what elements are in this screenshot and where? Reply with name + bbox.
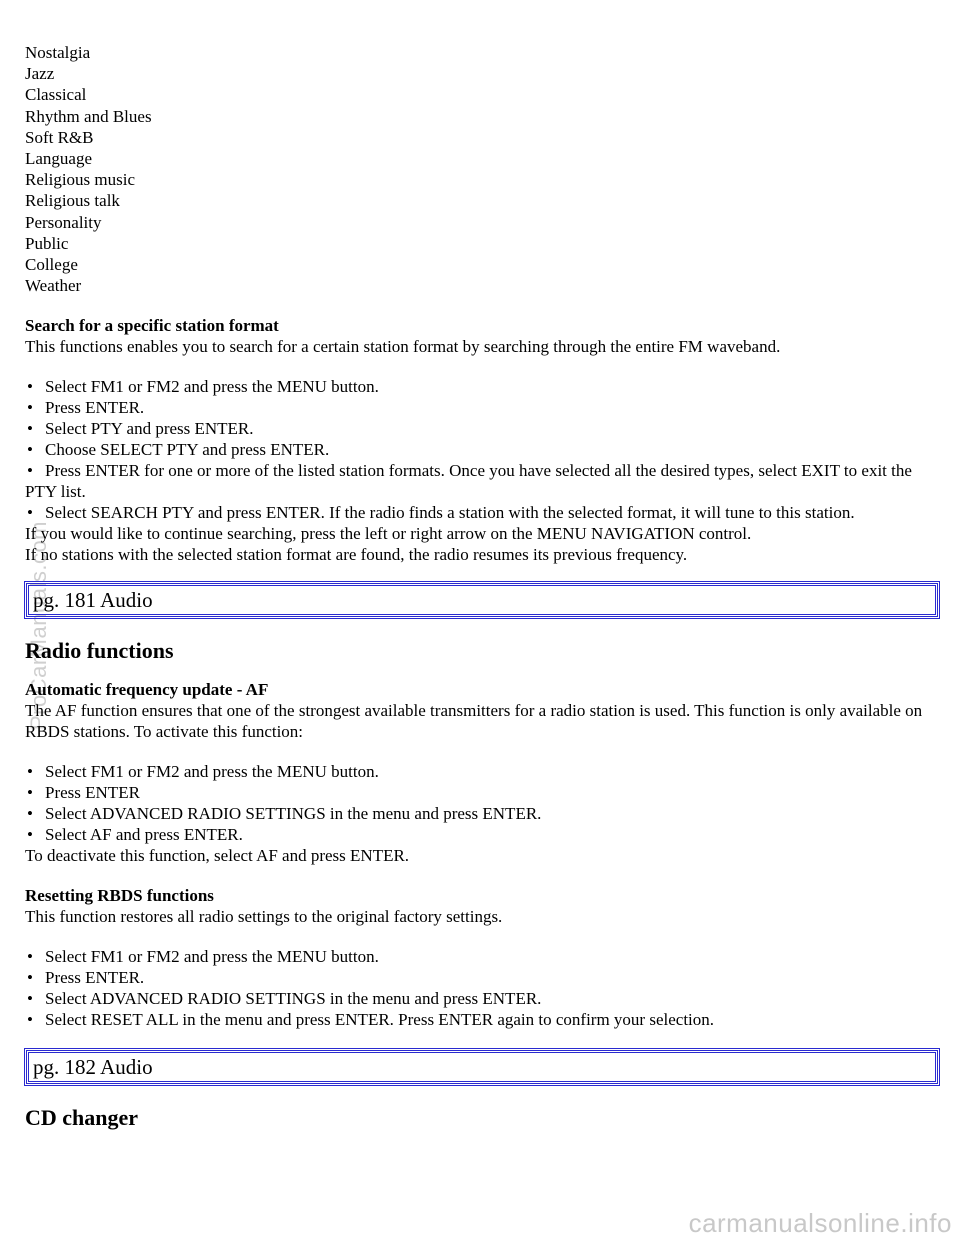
list-item: • Press ENTER — [25, 782, 937, 803]
list-item: • Select FM1 or FM2 and press the MENU button. — [25, 376, 937, 397]
list-item: • Press ENTER for one or more of the listed station formats. Once you have selected all the desired types, select EXIT to exit the PTY list. — [25, 460, 937, 502]
pty-item: Public — [25, 233, 69, 253]
pty-item: Language — [25, 148, 93, 168]
list-item: • Select RESET ALL in the menu and press ENTER. Press ENTER again to confirm your selection. — [25, 1009, 937, 1030]
search-continue: If you would like to continue searching, press the left or right arrow on the MENU NAVIGATION control. — [25, 524, 752, 544]
search-intro: This functions enables you to search for a certain station format by searching through the entire FM waveband. — [25, 337, 781, 357]
af-deactivate: To deactivate this function, select AF and press ENTER. — [25, 846, 410, 866]
radio-functions-heading: Radio functions — [25, 638, 174, 664]
side-watermark: ProCarManuals.com — [26, 520, 51, 730]
pty-item: Jazz — [25, 64, 55, 84]
pty-item: College — [25, 254, 78, 274]
af-intro: The AF function ensures that one of the strongest available transmitters for a radio station is used. This function is only available on RBDS stations. To activate this function: — [25, 701, 923, 742]
list-item: • Press ENTER. — [25, 967, 937, 988]
list-item: • Choose SELECT PTY and press ENTER. — [25, 439, 937, 460]
list-item: • Select AF and press ENTER. — [25, 824, 937, 845]
list-item: • Select SEARCH PTY and press ENTER. If the radio finds a station with the selected format, it will tune to this station. — [25, 502, 937, 523]
pty-item: Nostalgia — [25, 43, 91, 62]
pty-item: Soft R&B — [25, 127, 94, 147]
pty-item: Personality — [25, 212, 102, 232]
pty-item: Religious music — [25, 170, 136, 190]
search-section-title: Search for a specific station format — [25, 316, 279, 336]
reset-section-title: Resetting RBDS functions — [25, 886, 214, 906]
pty-item: Religious talk — [25, 191, 120, 211]
document-page — [25, 42, 937, 1132]
page-marker-182: pg. 182 Audio — [26, 1050, 938, 1084]
list-item: • Select PTY and press ENTER. — [25, 418, 937, 439]
pty-list — [25, 42, 937, 296]
pty-item: Classical — [25, 85, 87, 105]
list-item: • Press ENTER. — [25, 397, 937, 418]
pty-item: Weather — [25, 276, 82, 296]
reset-steps — [25, 946, 937, 1030]
list-item: • Select FM1 or FM2 and press the MENU button. — [25, 946, 937, 967]
pty-item: Rhythm and Blues — [25, 106, 152, 126]
page-marker-181: pg. 181 Audio — [26, 583, 938, 617]
footer-watermark: carmanualsonline.info — [688, 1208, 952, 1238]
cd-changer-heading: CD changer — [25, 1105, 139, 1131]
af-section-title: Automatic frequency update - AF — [25, 680, 269, 700]
list-item: • Select ADVANCED RADIO SETTINGS in the menu and press ENTER. — [25, 803, 937, 824]
list-item: • Select ADVANCED RADIO SETTINGS in the menu and press ENTER. — [25, 988, 937, 1009]
af-steps — [25, 761, 937, 845]
list-item: • Select FM1 or FM2 and press the MENU button. — [25, 761, 937, 782]
reset-intro: This function restores all radio settings to the original factory settings. — [25, 907, 503, 927]
search-steps — [25, 376, 937, 523]
search-not-found: If no stations with the selected station format are found, the radio resumes its previous frequency. — [25, 545, 688, 565]
